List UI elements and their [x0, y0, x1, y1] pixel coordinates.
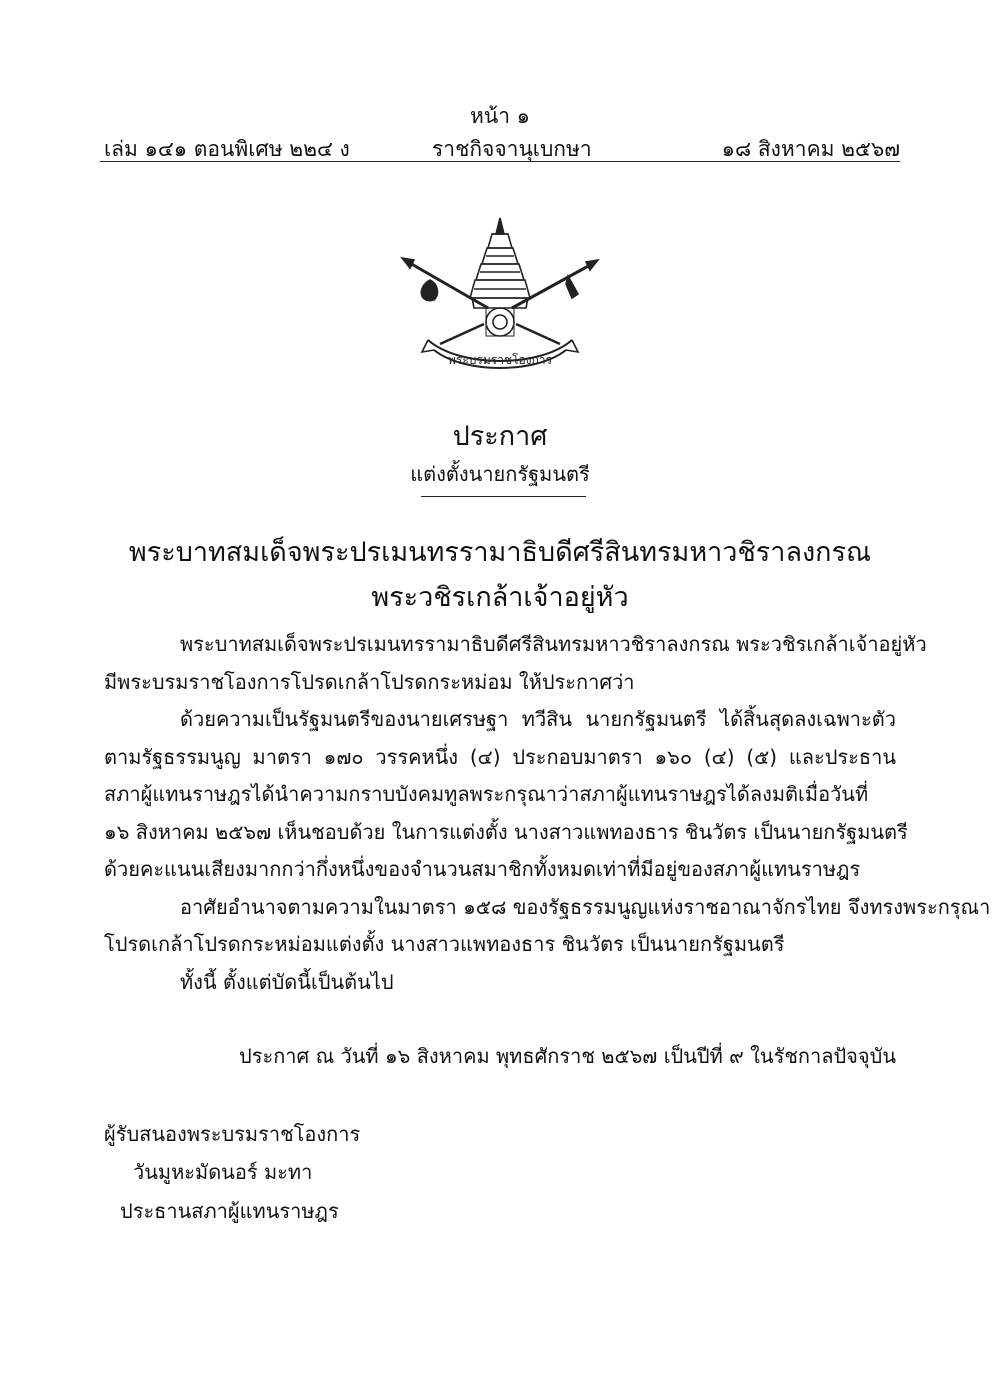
emblem-ribbon-text: พระบรมราชโองการ	[447, 353, 553, 367]
body-line: พระบาทสมเด็จพระปรเมนทรรามาธิบดีศรีสินทรมหาวชิราลงกรณ พระวชิรเกล้าเจ้าอยู่หัว	[180, 632, 927, 656]
body-line: มีพระบรมราชโองการโปรดเกล้าโปรดกระหม่อม ให้ประกาศว่า	[104, 669, 635, 694]
countersign-heading: ผู้รับสนองพระบรมราชโองการ	[104, 1122, 361, 1146]
body-line: ๑๖ สิงหาคม ๒๕๖๗ เห็นชอบด้วย ในการแต่งตั้ง นางสาวแพทองธาร ชินวัตร เป็นนายกรัฐมนตรี	[104, 819, 908, 844]
body-line: ตามรัฐธรรมนูญ มาตรา ๑๗๐ วรรคหนึ่ง (๔) ประกอบมาตรา ๑๖๐ (๔) (๕) และประธาน	[104, 744, 896, 769]
body-line: อาศัยอำนาจตามความในมาตรา ๑๕๘ ของรัฐธรรมนูญแห่งราชอาณาจักรไทย จึงทรงพระกรุณา	[180, 894, 991, 919]
page-number: หน้า ๑	[470, 104, 530, 128]
king-name-line-2: พระวชิรเกล้าเจ้าอยู่หัว	[371, 582, 629, 613]
proclamation-date: ประกาศ ณ วันที่ ๑๖ สิงหาคม พุทธศักราช ๒๕๖๗ เป็นปีที่ ๙ ในรัชกาลปัจจุบัน	[239, 1044, 896, 1068]
gazette-date: ๑๘ สิงหาคม ๒๕๖๗	[721, 137, 900, 161]
gazette-volume-issue: เล่ม ๑๔๑ ตอนพิเศษ ๒๒๔ ง	[104, 137, 350, 161]
king-name-line-1: พระบาทสมเด็จพระปรเมนทรรามาธิบดีศรีสินทรมหาวชิราลงกรณ	[128, 537, 872, 568]
title-divider	[421, 496, 586, 497]
proclamation-body	[104, 626, 991, 1001]
header-divider	[100, 161, 900, 162]
countersigner-name: วันมูหะมัดนอร์ มะทา	[133, 1160, 313, 1184]
body-line: ทั้งนี้ ตั้งแต่บัดนี้เป็นต้นไป	[180, 969, 394, 994]
body-line: ด้วยความเป็นรัฐมนตรีของนายเศรษฐา ทวีสิน นายกรัฐมนตรี ได้สิ้นสุดลงเฉพาะตัว	[180, 707, 896, 731]
document-subtitle: แต่งตั้งนายกรัฐมนตรี	[410, 462, 590, 486]
countersigner-title: ประธานสภาผู้แทนราษฎร	[120, 1199, 339, 1223]
gazette-name: ราชกิจจานุเบกษา	[432, 137, 592, 161]
body-line: โปรดเกล้าโปรดกระหม่อมแต่งตั้ง นางสาวแพทองธาร ชินวัตร เป็นนายกรัฐมนตรี	[104, 932, 785, 956]
body-line: สภาผู้แทนราษฎรได้นำความกราบบังคมทูลพระกรุณาว่าสภาผู้แทนราษฎรได้ลงมติเมื่อวันที่	[104, 782, 869, 806]
body-line: ด้วยคะแนนเสียงมากกว่ากึ่งหนึ่งของจำนวนสมาชิกทั้งหมดเท่าที่มีอยู่ของสภาผู้แทนราษฎร	[104, 857, 861, 881]
document-title: ประกาศ	[452, 421, 548, 452]
royal-seal-emblem-icon	[400, 212, 600, 372]
